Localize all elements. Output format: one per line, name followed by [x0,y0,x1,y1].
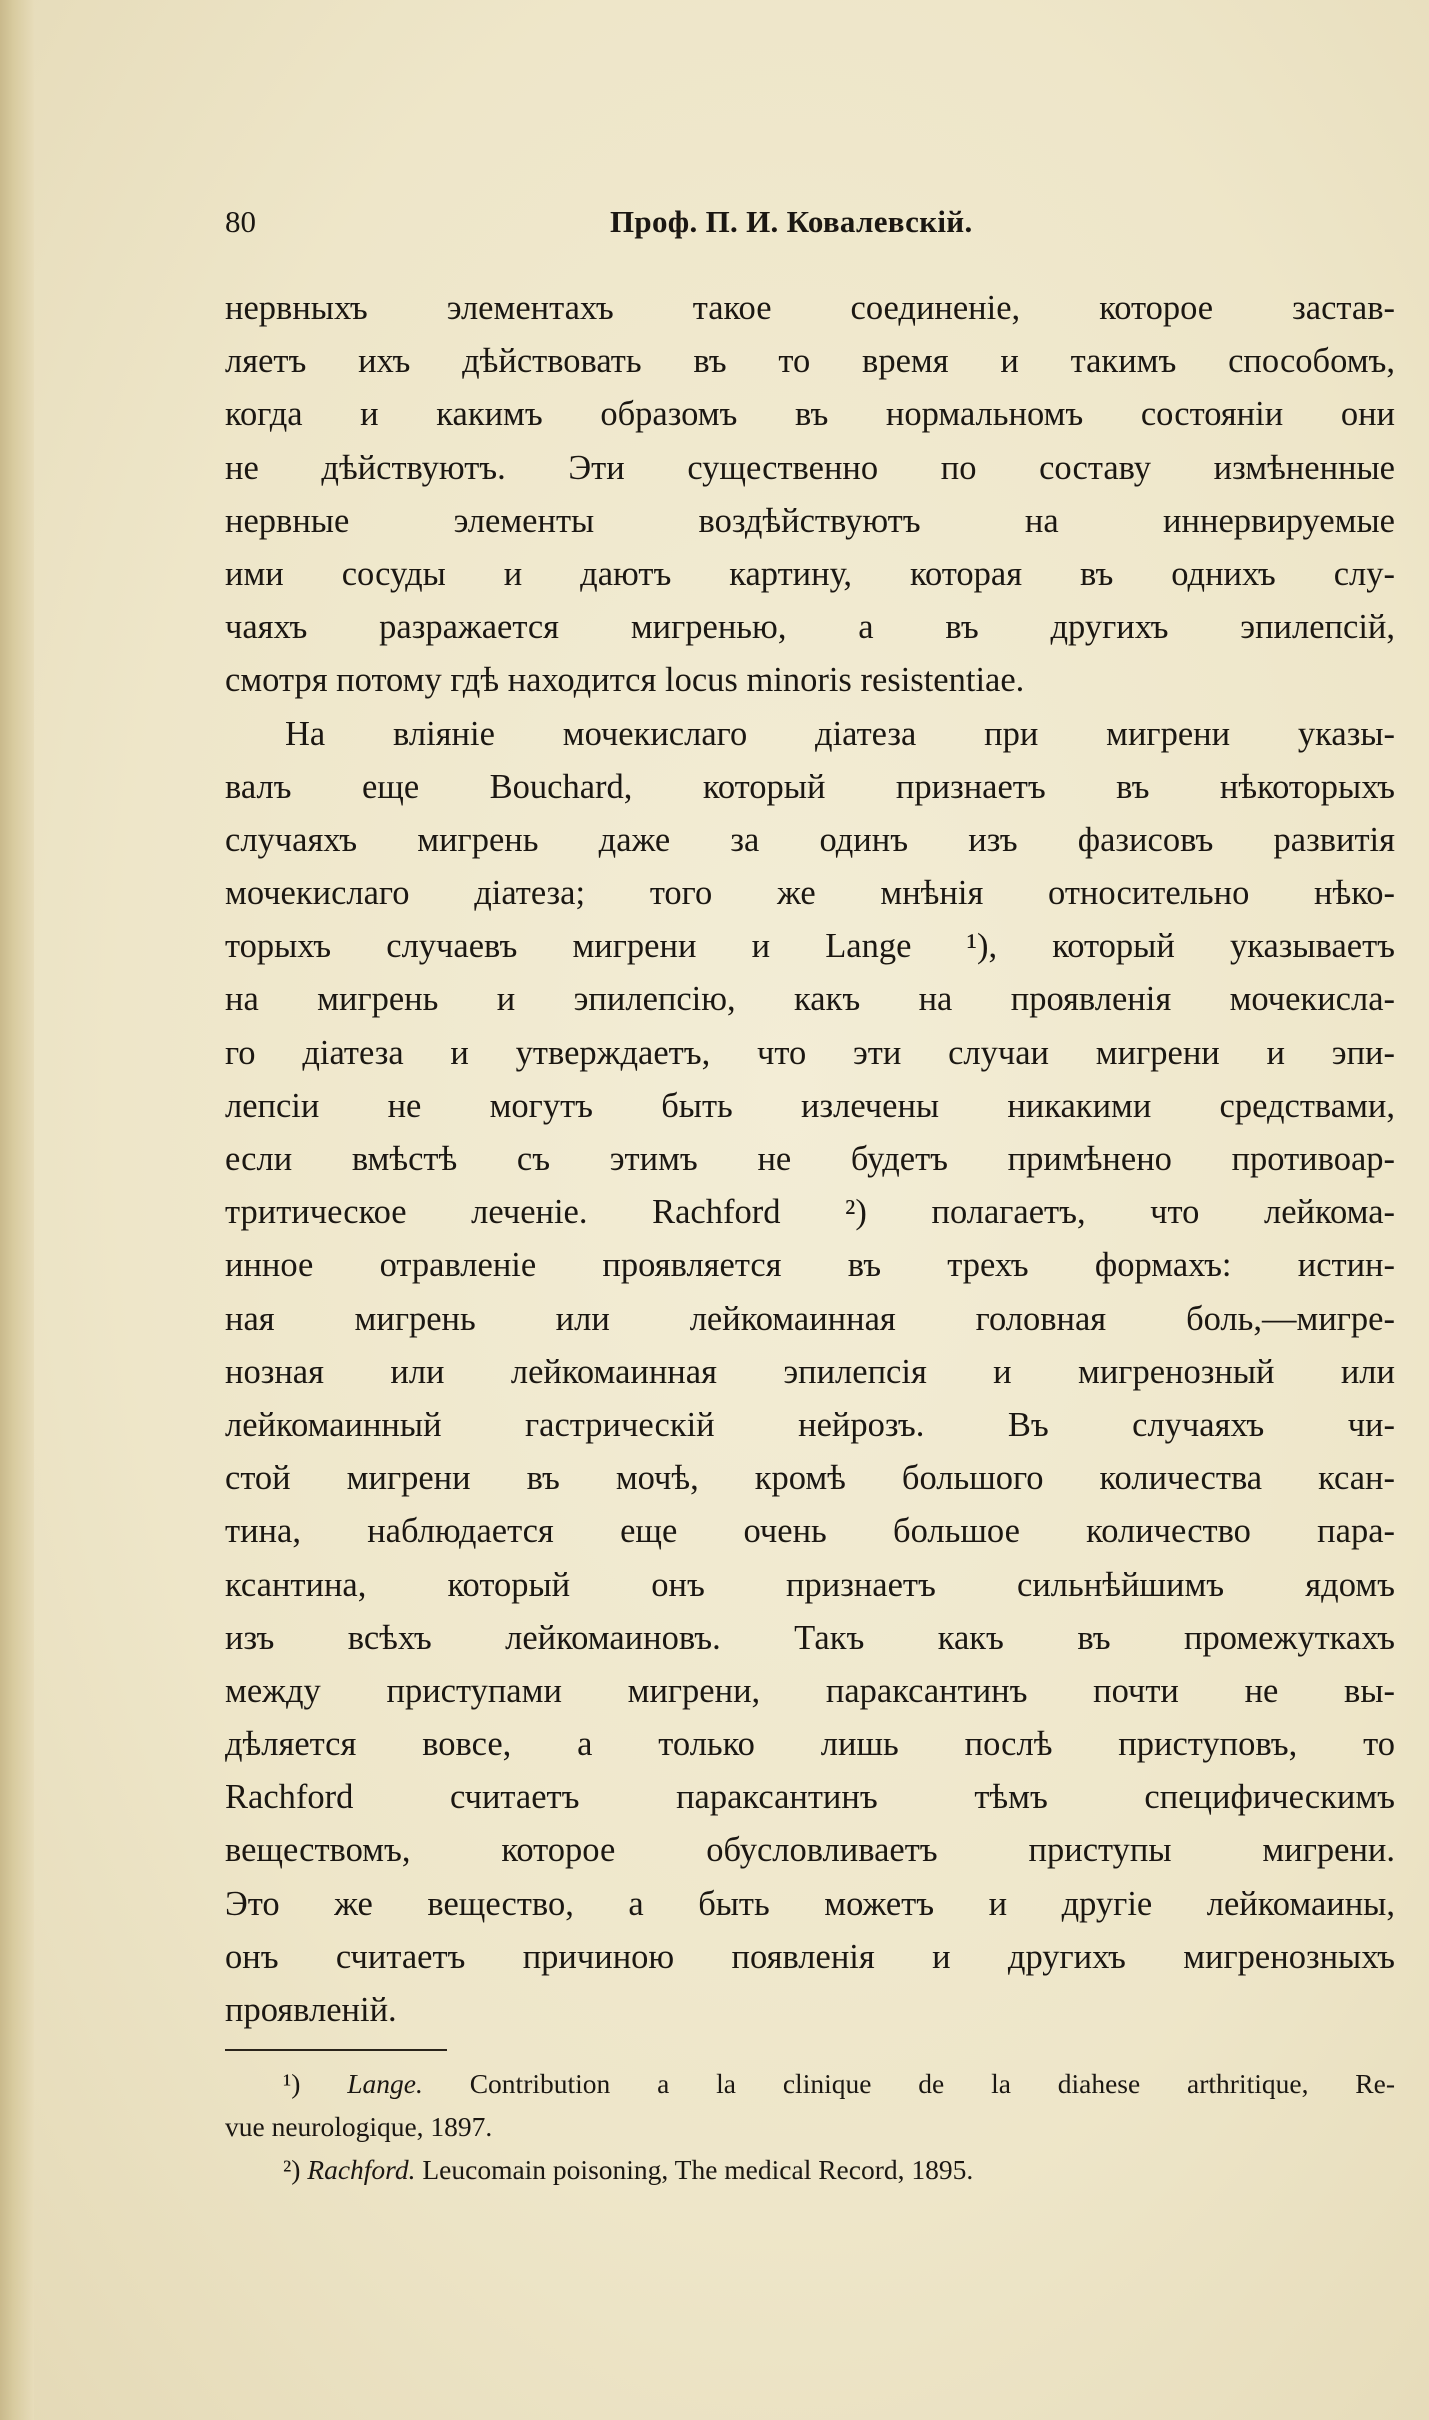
footnote-2 [225,2148,1395,2191]
text-line: онъ считаетъ причиною появленія и другихъ мигренозныхъ [225,1937,1395,1976]
text-line: чаяхъ разражается мигренью, а въ другихъ эпилепсій, [225,608,1395,647]
text-line: ксантина, который онъ признаетъ сильнѣйшимъ ядомъ [225,1565,1395,1604]
footnote-marker: ¹) [283,2068,301,2099]
text-line: ная мигрень или лейкомаинная головная боль,—мигре- [225,1299,1395,1338]
text-line: тритическое леченіе. Rachford ²) полагаетъ, что лейкома- [225,1193,1395,1232]
footnote-1-continuation: vue neurologique, 1897. [225,2111,493,2142]
text-line: смотря потому гдѣ находится locus minoris resistentiae. [225,661,1025,700]
text-line: нервные элементы воздѣйствуютъ на иннервируемые [225,501,1395,540]
footnote-marker: ²) [283,2154,301,2185]
page-number: 80 [225,204,256,239]
text-line: когда и какимъ образомъ въ нормальномъ состояніи они [225,395,1395,434]
text-line: изъ всѣхъ лейкомаиновъ. Такъ какъ въ промежуткахъ [225,1618,1395,1657]
text-line: если вмѣстѣ съ этимъ не будетъ примѣнено противоар- [225,1140,1395,1178]
page-spine-shadow [0,0,34,2420]
text-line: случаяхъ мигрень даже за одинъ изъ фазисовъ развитія [225,820,1395,859]
text-line: дѣляется вовсе, а только лишь послѣ приступовъ, то [225,1725,1395,1764]
footnote-1 [225,2062,1395,2105]
text-line: нозная или лейкомаинная эпилепсія и мигренозный или [225,1352,1395,1391]
text-line: го діатеза и утверждаетъ, что эти случаи мигрени и эпи- [225,1033,1395,1072]
text-line: валъ еще Bouchard, который признаетъ въ нѣкоторыхъ [225,767,1395,806]
text-line: на мигрень и эпилепсію, какъ на проявленія мочекисла- [225,980,1395,1019]
footnote-author: Rachford. [307,2154,416,2185]
footnotes [225,2062,1395,2191]
body-text [225,282,1395,2037]
text-line: не дѣйствуютъ. Эти существенно по составу измѣненные [225,448,1395,487]
text-line: стой мигрени въ мочѣ, кромѣ большого количества ксан- [225,1459,1395,1498]
text-line: Это же вещество, а быть можетъ и другіе лейкомаины, [225,1884,1395,1923]
text-line: торыхъ случаевъ мигрени и Lange ¹), который указываетъ [225,927,1395,966]
text-line: между приступами мигрени, параксантинъ почти не вы- [225,1671,1395,1710]
text-line: мочекислаго діатеза; того же мнѣнія относительно нѣко- [225,874,1395,913]
footnote-text: Contribution a la clinique de la diahese arthritique, Re- [469,2068,1396,2099]
text-line-paragraph-start: На вліяніе мочекислаго діатеза при мигрени указы- [285,714,1395,753]
footnote-author: Lange. [347,2068,423,2099]
text-line: лепсіи не могутъ быть излечены никакими средствами, [225,1086,1395,1125]
footnote-divider [225,2049,447,2051]
text-line: веществомъ, которое обусловливаетъ приступы мигрени. [225,1831,1395,1870]
text-line: нервныхъ элементахъ такое соединеніе, которое застав- [225,289,1395,327]
text-line: ими сосуды и даютъ картину, которая въ однихъ слу- [225,554,1395,593]
text-line: ляетъ ихъ дѣйствовать въ то время и такимъ способомъ, [225,342,1395,381]
text-line: лейкомаинный гастрическій нейрозъ. Въ случаяхъ чи- [225,1405,1395,1444]
running-title: Проф. П. И. Ковалевскій. [610,204,973,239]
footnote-text: Leucomain poisoning, The medical Record, 1895. [422,2154,974,2185]
running-head [225,196,1395,248]
text-line: тина, наблюдается еще очень большое количество пара- [225,1512,1395,1551]
text-line: Rachford считаетъ параксантинъ тѣмъ специфическимъ [225,1778,1395,1817]
text-line: инное отравленіе проявляется въ трехъ формахъ: истин- [225,1246,1395,1285]
text-line: проявленій. [225,1991,397,2029]
